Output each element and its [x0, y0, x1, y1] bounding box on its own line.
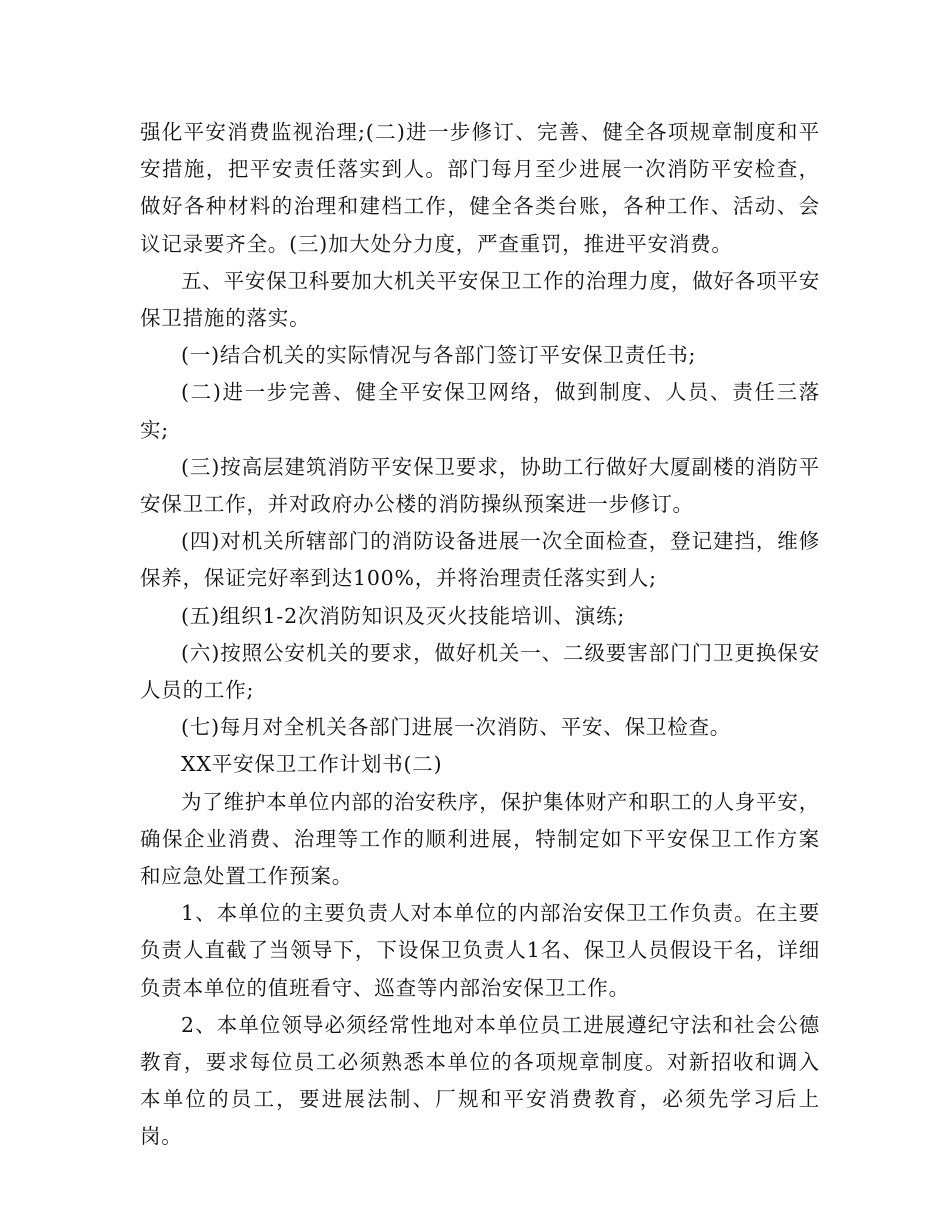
- paragraph-12: 1、本单位的主要负责人对本单位的内部治安保卫工作负责。在主要负责人直截了当领导下，下设保卫负责人1名、保卫人员假设干名，详细负责本单位的值班看守、巡查等内部治安保卫工作。: [140, 901, 820, 1000]
- paragraph-5: (三)按高层建筑消防平安保卫要求，协助工行做好大厦副楼的消防平安保卫工作，并对政府办公楼的消防操纵预案进一步修订。: [140, 454, 820, 517]
- paragraph-8: (六)按照公安机关的要求，做好机关一、二级要害部门门卫更换保安人员的工作;: [140, 640, 820, 703]
- paragraph-11: 为了维护本单位内部的治安秩序，保护集体财产和职工的人身平安，确保企业消费、治理等工作的顺利进展，特制定如下平安保卫工作方案和应急处置工作预案。: [140, 789, 820, 889]
- section-heading: XX平安保卫工作计划书(二): [181, 752, 443, 777]
- paragraph-4: (二)进一步完善、健全平安保卫网络，做到制度、人员、责任三落实;: [140, 380, 820, 442]
- paragraph-1: 强化平安消费监视治理;(二)进一步修订、完善、健全各项规章制度和平安措施，把平安责任落实到人。部门每月至少进展一次消防平安检查，做好各种材料的治理和建档工作，健全各类台账，各种工作、活动、会议记录要齐全。(三)加大处分力度，严查重罚，推进平安消费。: [140, 120, 820, 256]
- paragraph-9: (七)每月对全机关各部门进展一次消防、平安、保卫检查。: [181, 715, 732, 740]
- paragraph-3: (一)结合机关的实际情况与各部门签订平安保卫责任书;: [181, 343, 697, 368]
- paragraph-6: (四)对机关所辖部门的消防设备进展一次全面检查，登记建挡，维修保养，保证完好率到达100%，并将治理责任落实到人;: [140, 529, 820, 591]
- paragraph-13: 2、本单位领导必须经常性地对本单位员工进展遵纪守法和社会公德教育，要求每位员工必须熟悉本单位的各项规章制度。对新招收和调入本单位的员工，要进展法制、厂规和平安消费教育，必须先学习后上岗。: [140, 1012, 820, 1149]
- paragraph-2: 五、平安保卫科要加大机关平安保卫工作的治理力度，做好各项平安保卫措施的落实。: [140, 268, 820, 331]
- document-body: [140, 114, 820, 1156]
- paragraph-7: (五)组织1-2次消防知识及灭火技能培训、演练;: [181, 603, 626, 628]
